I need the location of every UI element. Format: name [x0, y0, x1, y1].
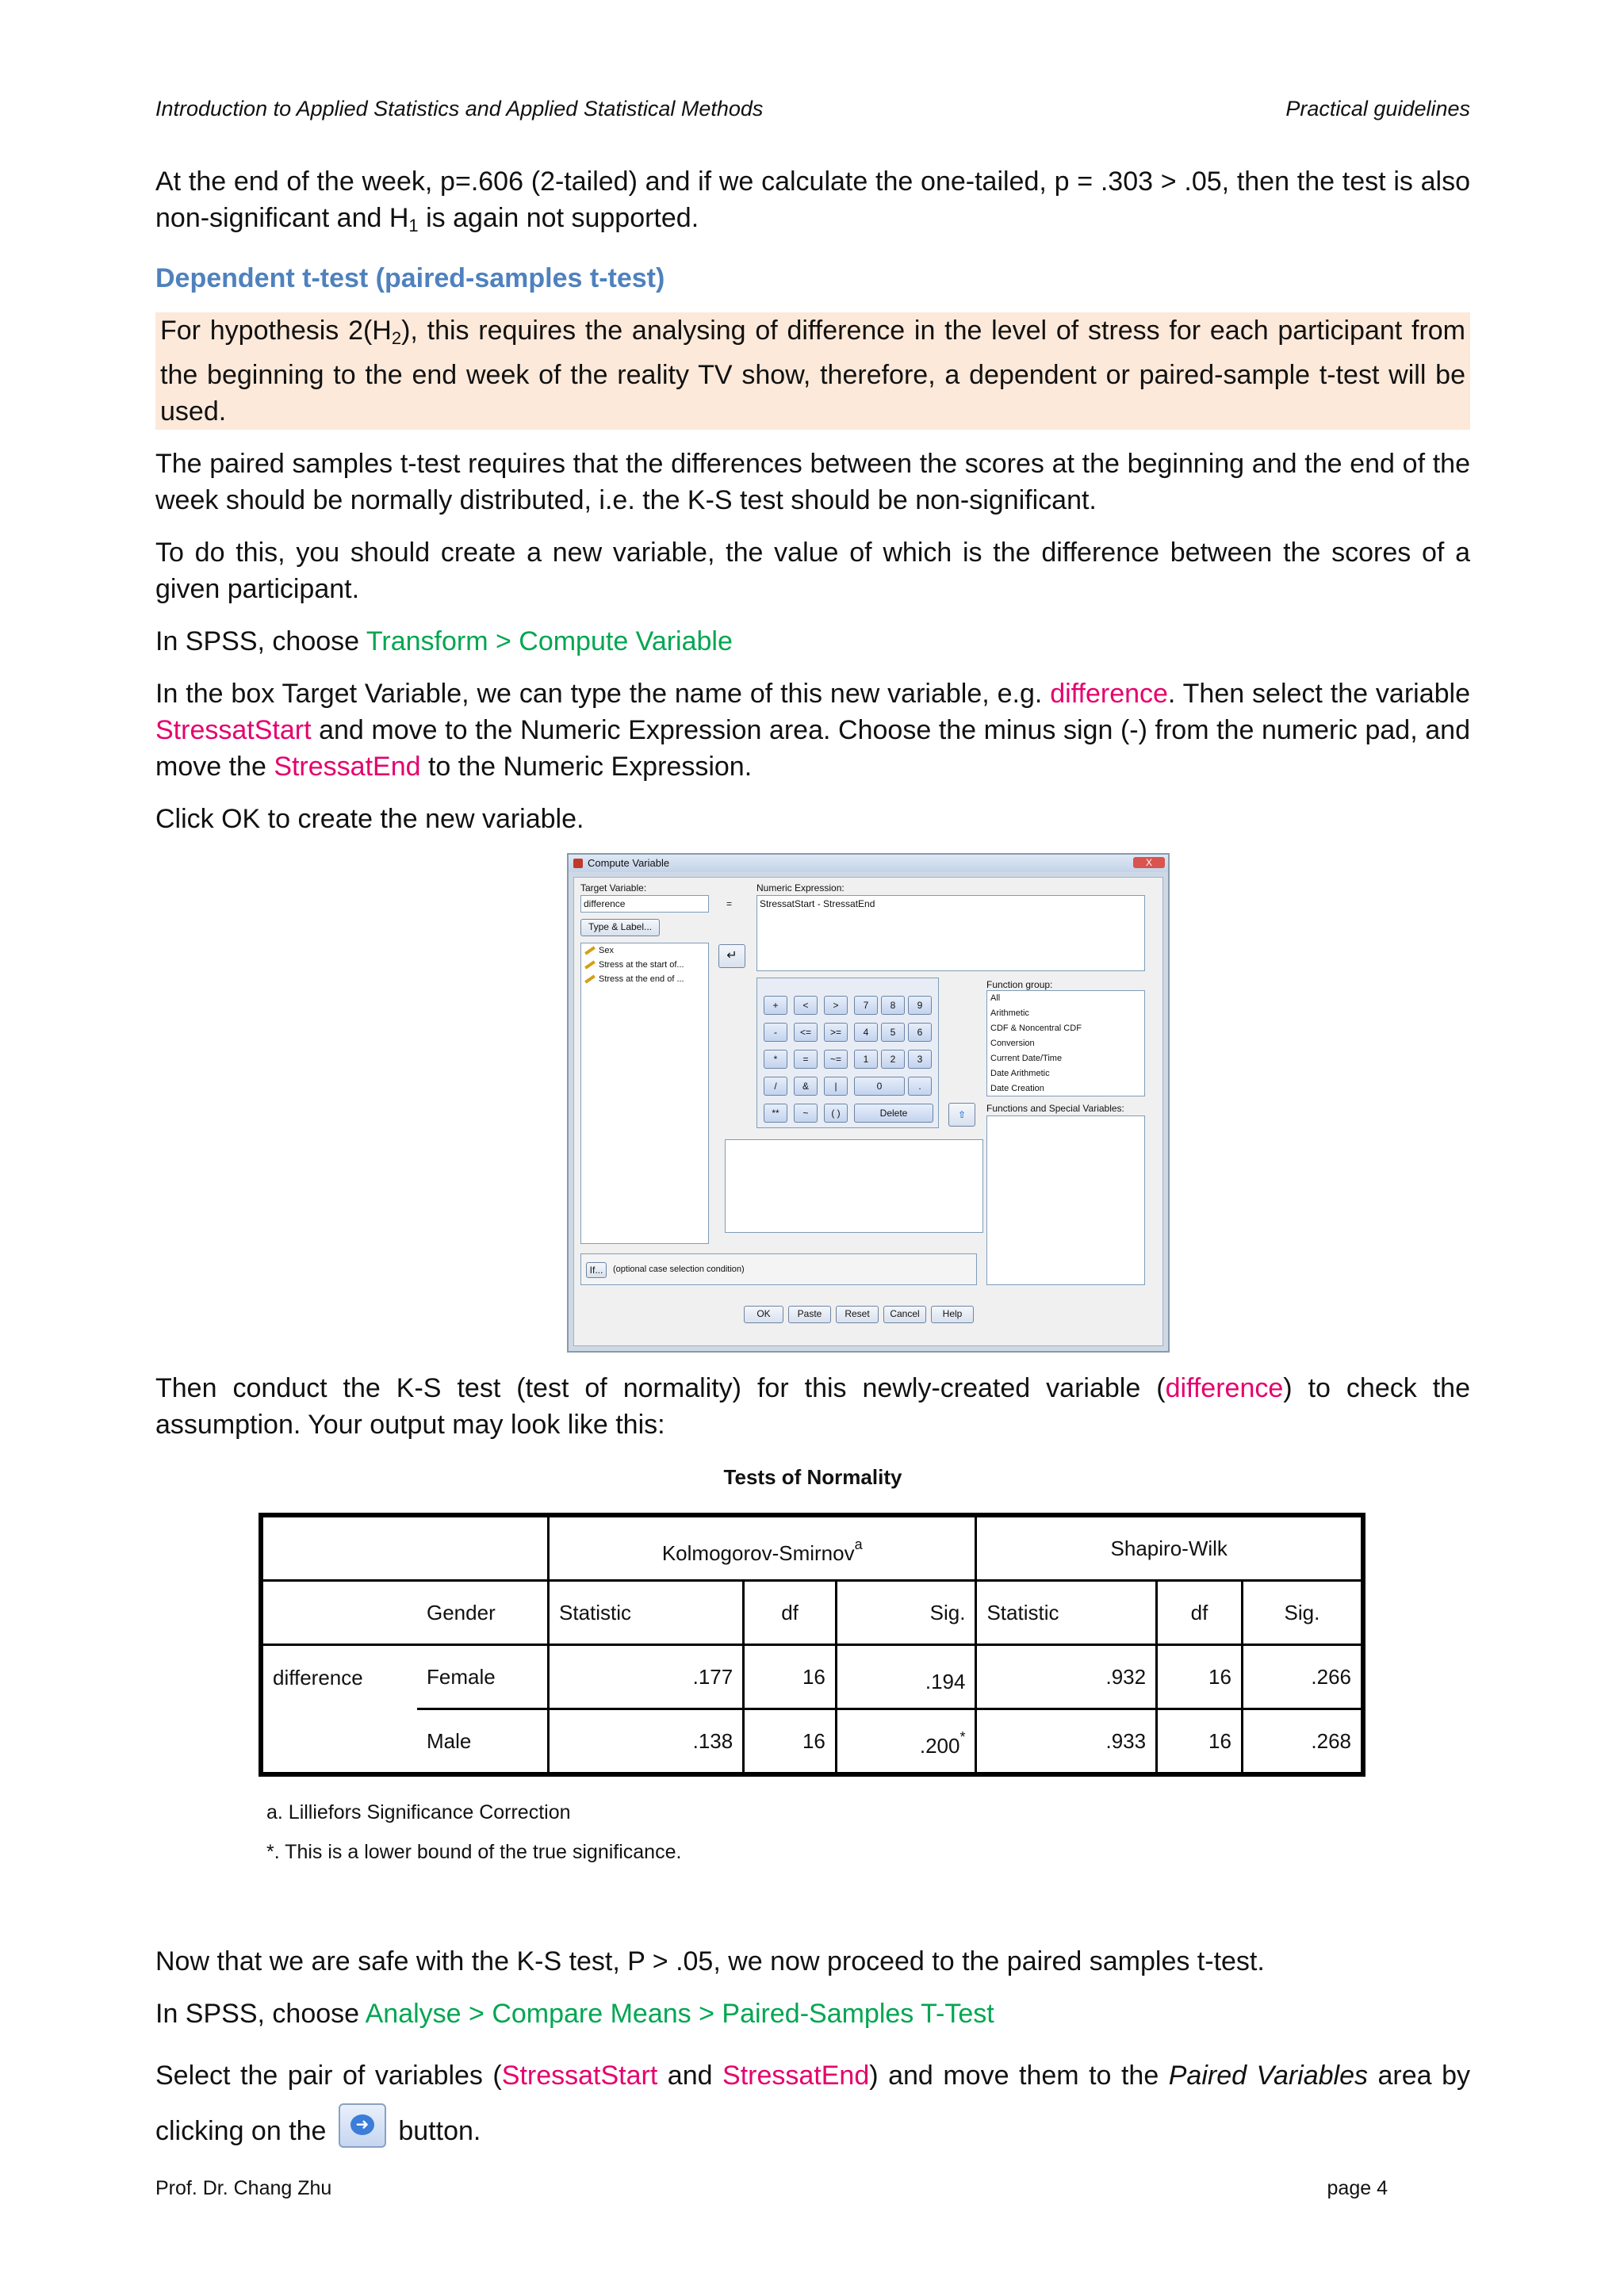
column-header: Statistic: [549, 1581, 744, 1645]
pad-key[interactable]: **: [764, 1104, 787, 1123]
pad-key[interactable]: 9: [908, 996, 932, 1015]
menu-path: Analyse > Compare Means > Paired-Samples T-Test: [365, 1999, 994, 2029]
variable-list[interactable]: [580, 943, 709, 1244]
variable-item[interactable]: Stress at the start of...: [581, 958, 708, 972]
pad-key[interactable]: 0: [854, 1077, 905, 1096]
header-title: Introduction to Applied Statistics and Applied Statistical Methods: [155, 97, 764, 121]
paragraph-select-pair: Select the pair of variables (StressatStart and StressatEnd) and move them to the Paired Variables area by clicking on the ➜ button.: [155, 2061, 1470, 2146]
pad-key[interactable]: ( ): [824, 1104, 848, 1123]
function-group-item[interactable]: Date Arithmetic: [990, 1069, 1050, 1078]
pad-key[interactable]: =: [794, 1050, 818, 1069]
cancel-button[interactable]: Cancel: [883, 1306, 926, 1323]
functions-list[interactable]: [986, 1115, 1145, 1285]
pad-key[interactable]: <=: [794, 1023, 818, 1042]
pad-key[interactable]: |: [824, 1077, 848, 1096]
pad-key[interactable]: 5: [881, 1023, 905, 1042]
if-condition-panel: [580, 1253, 977, 1285]
dialog-body: [573, 877, 1163, 1346]
column-header: df: [1157, 1581, 1243, 1645]
paragraph-compute-menu: In SPSS, choose Transform > Compute Variable: [155, 626, 733, 656]
pad-key[interactable]: >: [824, 996, 848, 1015]
function-group-list[interactable]: [986, 990, 1145, 1096]
pencil-icon: [584, 960, 596, 969]
paragraph-new-variable: To do this, you should create a new variable, the value of which is the difference between the scores of a given participant.: [155, 538, 1470, 604]
footer-author: Prof. Dr. Chang Zhu: [155, 2177, 332, 2199]
page-header: [155, 97, 1470, 121]
pad-key[interactable]: 4: [854, 1023, 878, 1042]
if-condition-text: (optional case selection condition): [613, 1265, 745, 1274]
dialog-titlebar: [569, 855, 1168, 872]
pad-key[interactable]: 2: [881, 1050, 905, 1069]
paragraph-ks-test: Then conduct the K-S test (test of normality) for this newly-created variable (difference) to check the assumption. Your output may look like this:: [155, 1373, 1470, 1440]
column-header: df: [744, 1581, 837, 1645]
compute-variable-dialog: [567, 853, 1170, 1353]
paragraph-proceed: Now that we are safe with the K-S test, P > .05, we now proceed to the paired samples t-test.: [155, 1946, 1265, 1976]
help-button[interactable]: Help: [931, 1306, 974, 1323]
function-group-item[interactable]: Conversion: [990, 1039, 1035, 1048]
move-arrow-button[interactable]: ↵: [718, 944, 745, 968]
up-arrow-button[interactable]: ⇧: [948, 1103, 975, 1127]
document-body: [155, 163, 1470, 2175]
header-section: Practical guidelines: [1285, 97, 1470, 121]
paragraph-paired-menu: In SPSS, choose Analyse > Compare Means > Paired-Samples T-Test: [155, 1999, 994, 2029]
equals-sign: =: [726, 898, 733, 909]
close-button[interactable]: X: [1133, 857, 1165, 868]
reset-button[interactable]: Reset: [836, 1306, 879, 1323]
table-row: Male .138 16 .200* .933 16 .268: [261, 1709, 1363, 1775]
pencil-icon: [584, 946, 596, 955]
function-group-item[interactable]: All: [990, 993, 1001, 1003]
pad-key[interactable]: /: [764, 1077, 787, 1096]
numeric-expression-input[interactable]: StressatStart - StressatEnd: [756, 895, 1145, 971]
type-label-button[interactable]: Type & Label...: [580, 919, 660, 936]
pad-key[interactable]: 7: [854, 996, 878, 1015]
paragraph-click-ok: Click OK to create the new variable.: [155, 804, 584, 834]
pad-key[interactable]: <: [794, 996, 818, 1015]
variable-cell: difference: [261, 1645, 417, 1709]
delete-button[interactable]: Delete: [854, 1104, 933, 1123]
function-group-item[interactable]: Arithmetic: [990, 1008, 1029, 1018]
gender-cell: Female: [417, 1645, 549, 1709]
spss-app-icon: [573, 859, 583, 868]
paragraph-hypothesis: For hypothesis $2(H_2)$, this requires the analysing of difference in the level of stress for each participant from the beginning to the end week of the reality TV show, therefore, a dependent or paired-sample t-test will be used.: [155, 312, 1470, 430]
footnote-a: a. Lilliefors Significance Correction: [266, 1801, 571, 1823]
function-group-item[interactable]: Date Creation: [990, 1084, 1044, 1093]
pencil-icon: [584, 974, 596, 983]
target-variable-label: Target Variable:: [580, 882, 647, 894]
pad-key[interactable]: 6: [908, 1023, 932, 1042]
table-group-header-row: [261, 1515, 1363, 1581]
pad-key[interactable]: 3: [908, 1050, 932, 1069]
numeric-pad: [756, 978, 939, 1128]
table-header-row: [261, 1581, 1363, 1645]
pad-key[interactable]: ~: [794, 1104, 818, 1123]
paragraph-target-variable: In the box Target Variable, we can type the name of this new variable, e.g. difference. Then select the variable StressatStart and move to the Numeric Expression area. Choose the minus sign (-) from the numeric pad, and move the StressatEnd to the Numeric Expression.: [155, 679, 1471, 782]
page-footer: [155, 2177, 1388, 2200]
ok-button[interactable]: OK: [744, 1306, 783, 1323]
column-header: Statistic: [976, 1581, 1157, 1645]
function-group-item[interactable]: Current Date/Time: [990, 1054, 1063, 1063]
pad-key[interactable]: -: [764, 1023, 787, 1042]
dialog-title: Compute Variable: [588, 857, 670, 869]
pad-key[interactable]: 1: [854, 1050, 878, 1069]
functions-label: Functions and Special Variables:: [986, 1103, 1124, 1114]
paragraph-assumption: The paired samples t-test requires that the differences between the scores at the beginning and the end of the week should be normally distributed, i.e. the K-S test should be non-significant.: [155, 449, 1470, 515]
table-title: Tests of Normality: [723, 1465, 902, 1489]
normality-table: [259, 1513, 1365, 1777]
section-heading: Dependent t-test (paired-samples t-test): [155, 263, 665, 293]
table-footnotes: [266, 1793, 1470, 1872]
if-button[interactable]: If...: [586, 1262, 607, 1278]
sw-group-header: Shapiro-Wilk: [976, 1515, 1363, 1581]
column-header: Sig.: [1242, 1581, 1363, 1645]
menu-path: Transform > Compute Variable: [366, 626, 733, 656]
pad-key[interactable]: *: [764, 1050, 787, 1069]
ks-group-header: Kolmogorov-Smirnov$^a$: [549, 1515, 976, 1581]
pad-key[interactable]: 8: [881, 996, 905, 1015]
variable-item[interactable]: Stress at the end of ...: [581, 972, 708, 986]
variable-item[interactable]: Sex: [581, 943, 708, 958]
table-row: difference Female .177 16 .194 .932 16 .266: [261, 1645, 1363, 1709]
move-arrow-button-icon: ➜: [339, 2103, 386, 2148]
function-description-box: [725, 1139, 983, 1233]
footnote-star: *. This is a lower bound of the true significance.: [266, 1841, 682, 1863]
pad-key[interactable]: .: [908, 1077, 932, 1096]
paste-button[interactable]: Paste: [788, 1306, 831, 1323]
paragraph-results: At the end of the week, p=.606 (2-tailed) and if we calculate the one-tailed, p = .303 > .05, then the test is also non-significant and $H_1$ is again not supported.: [155, 166, 1470, 235]
pad-key[interactable]: +: [764, 996, 787, 1015]
function-group-item[interactable]: CDF & Noncentral CDF: [990, 1024, 1082, 1033]
gender-header: Gender: [417, 1581, 549, 1645]
page-number: page 4: [1327, 2177, 1388, 2199]
pad-key[interactable]: ~=: [824, 1050, 848, 1069]
numeric-expression-label: Numeric Expression:: [756, 882, 845, 894]
gender-cell: Male: [417, 1709, 549, 1775]
pad-key[interactable]: >=: [824, 1023, 848, 1042]
pad-key[interactable]: &: [794, 1077, 818, 1096]
target-variable-input[interactable]: difference: [580, 895, 709, 913]
function-group-label: Function group:: [986, 979, 1053, 990]
table-corner-cell: [261, 1515, 549, 1581]
column-header: Sig.: [836, 1581, 976, 1645]
